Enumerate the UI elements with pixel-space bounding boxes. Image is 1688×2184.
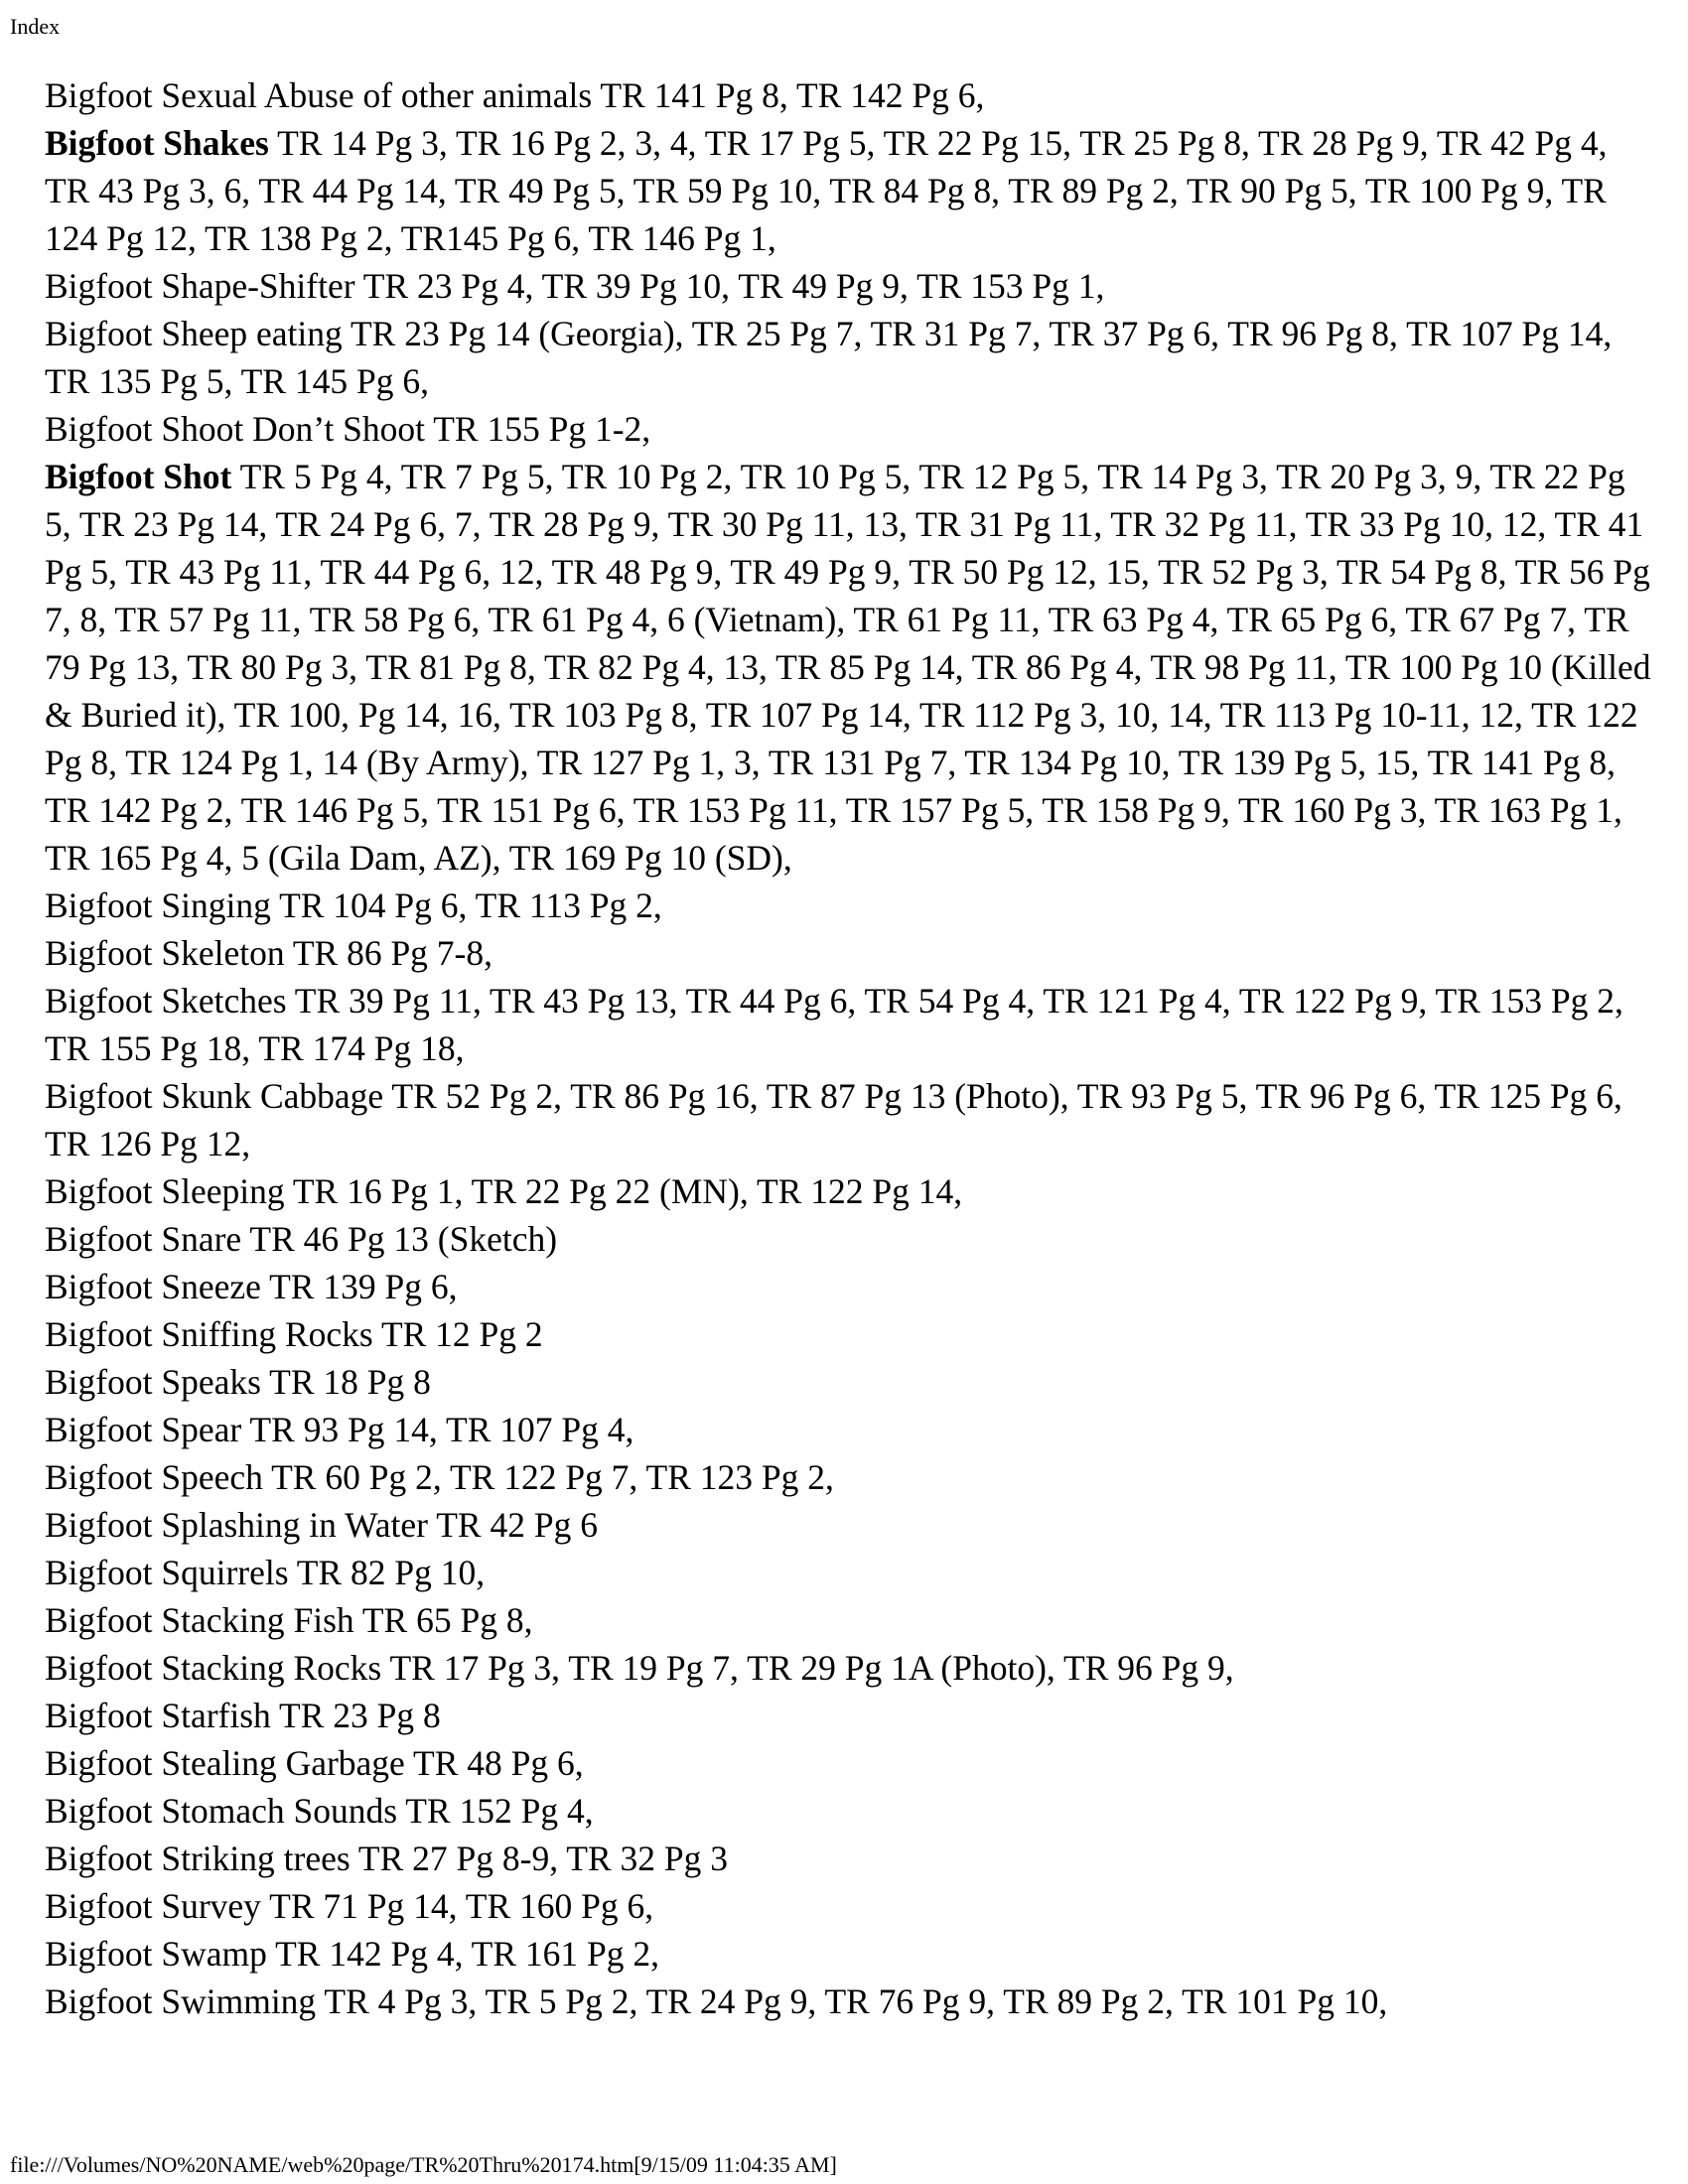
index-references: TR 23 Pg 4, TR 39 Pg 10, TR 49 Pg 9, TR 153 Pg 1, (362, 266, 1105, 306)
index-entry (45, 977, 1658, 1072)
index-references: TR 14 Pg 3, TR 16 Pg 2, 3, 4, TR 17 Pg 5, TR 22 Pg 15, TR 25 Pg 8, TR 28 Pg 9, TR 42 Pg 4, TR 43 Pg 3, 6, TR 44 Pg 14, TR 49 Pg 5, TR 59 Pg 10, TR 84 Pg 8, TR 89 Pg 2, TR 90 Pg 5, TR 100 Pg 9, TR 124 Pg 12, TR 138 Pg 2, TR145 Pg 6, TR 146 Pg 1, (45, 123, 1608, 258)
index-entry (45, 1406, 1658, 1453)
index-references: TR 42 Pg 6 (436, 1505, 598, 1545)
index-term: Bigfoot Singing (45, 886, 271, 925)
index-references: TR 142 Pg 4, TR 161 Pg 2, (275, 1934, 660, 1974)
index-entry (45, 1549, 1658, 1596)
index-references: TR 139 Pg 6, (269, 1267, 458, 1306)
index-references: TR 52 Pg 2, TR 86 Pg 16, TR 87 Pg 13 (Photo), TR 93 Pg 5, TR 96 Pg 6, TR 125 Pg 6, TR 126 Pg 12, (45, 1076, 1622, 1163)
index-references: TR 71 Pg 14, TR 160 Pg 6, (269, 1886, 654, 1926)
index-references: TR 39 Pg 11, TR 43 Pg 13, TR 44 Pg 6, TR 54 Pg 4, TR 121 Pg 4, TR 122 Pg 9, TR 153 Pg 2, TR 155 Pg 18, TR 174 Pg 18, (45, 981, 1623, 1068)
index-term: Bigfoot Swamp (45, 1934, 267, 1974)
index-entry (45, 71, 1658, 119)
index-references: TR 104 Pg 6, TR 113 Pg 2, (279, 886, 662, 925)
index-entry (45, 1596, 1658, 1644)
index-entry (45, 1835, 1658, 1882)
index-entry (45, 1501, 1658, 1549)
index-list (45, 71, 1658, 2025)
index-term: Bigfoot Striking trees (45, 1839, 351, 1878)
index-entry (45, 1358, 1658, 1406)
index-references: TR 16 Pg 1, TR 22 Pg 22 (MN), TR 122 Pg 14, (292, 1171, 963, 1211)
index-term: Bigfoot Sketches (45, 981, 287, 1021)
index-references: TR 65 Pg 8, (361, 1600, 533, 1640)
index-entry (45, 405, 1658, 453)
index-entry (45, 1787, 1658, 1835)
index-entry (45, 262, 1658, 310)
index-term: Bigfoot Shoot Don’t Shoot (45, 409, 425, 449)
index-term: Bigfoot Swimming (45, 1981, 317, 2021)
index-entry (45, 882, 1658, 929)
index-references: TR 141 Pg 8, TR 142 Pg 6, (600, 75, 985, 115)
index-references: TR 93 Pg 14, TR 107 Pg 4, (249, 1410, 634, 1449)
index-term: Bigfoot Sexual Abuse of other animals (45, 75, 593, 115)
page-footer-source: file:///Volumes/NO%20NAME/web%20page/TR%20Thru%20174.htm[9/15/09 11:04:35 AM] (10, 2152, 837, 2177)
index-term: Bigfoot Stealing Garbage (45, 1743, 405, 1783)
index-entry (45, 1739, 1658, 1787)
index-term: Bigfoot Sheep eating (45, 314, 343, 353)
index-entry (45, 1310, 1658, 1358)
index-term: Bigfoot Shakes (45, 123, 269, 163)
index-references: TR 86 Pg 7-8, (292, 933, 493, 973)
index-references: TR 152 Pg 4, (405, 1791, 594, 1831)
index-references: TR 60 Pg 2, TR 122 Pg 7, TR 123 Pg 2, (271, 1457, 834, 1497)
index-references: TR 23 Pg 8 (279, 1696, 441, 1735)
index-entry (45, 453, 1658, 882)
index-references: TR 18 Pg 8 (269, 1362, 431, 1402)
index-references: TR 4 Pg 3, TR 5 Pg 2, TR 24 Pg 9, TR 76 Pg 9, TR 89 Pg 2, TR 101 Pg 10, (324, 1981, 1388, 2021)
index-entry (45, 1644, 1658, 1692)
index-entry (45, 1167, 1658, 1215)
index-term: Bigfoot Spear (45, 1410, 242, 1449)
index-entry (45, 310, 1658, 405)
index-entry (45, 929, 1658, 977)
index-term: Bigfoot Sniffing Rocks (45, 1314, 373, 1354)
index-term: Bigfoot Sleeping (45, 1171, 285, 1211)
index-references: TR 155 Pg 1-2, (433, 409, 651, 449)
index-term: Bigfoot Speaks (45, 1362, 261, 1402)
index-term: Bigfoot Sneeze (45, 1267, 261, 1306)
index-term: Bigfoot Shape-Shifter (45, 266, 355, 306)
index-term: Bigfoot Skeleton (45, 933, 285, 973)
index-term: Bigfoot Stacking Rocks (45, 1648, 382, 1688)
index-term: Bigfoot Stomach Sounds (45, 1791, 398, 1831)
index-references: TR 27 Pg 8-9, TR 32 Pg 3 (357, 1839, 729, 1878)
index-entry (45, 1882, 1658, 1930)
index-entry (45, 1215, 1658, 1263)
index-references: TR 17 Pg 3, TR 19 Pg 7, TR 29 Pg 1A (Photo), TR 96 Pg 9, (389, 1648, 1234, 1688)
index-entry (45, 1263, 1658, 1310)
index-term: Bigfoot Stacking Fish (45, 1600, 354, 1640)
index-references: TR 5 Pg 4, TR 7 Pg 5, TR 10 Pg 2, TR 10 Pg 5, TR 12 Pg 5, TR 14 Pg 3, TR 20 Pg 3, 9, TR 22 Pg 5, TR 23 Pg 14, TR 24 Pg 6, 7, TR 28 Pg 9, TR 30 Pg 11, 13, TR 31 Pg 11, TR 32 Pg 11, TR 33 Pg 10, 12, TR 41 Pg 5, TR 43 Pg 11, TR 44 Pg 6, 12, TR 48 Pg 9, TR 49 Pg 9, TR 50 Pg 12, 15, TR 52 Pg 3, TR 54 Pg 8, TR 56 Pg 7, 8, TR 57 Pg 11, TR 58 Pg 6, TR 61 Pg 4, 6 (Vietnam), TR 61 Pg 11, TR 63 Pg 4, TR 65 Pg 6, TR 67 Pg 7, TR 79 Pg 13, TR 80 Pg 3, TR 81 Pg 8, TR 82 Pg 4, 13, TR 85 Pg 14, TR 86 Pg 4, TR 98 Pg 11, TR 100 Pg 10 (Killed & Buried it), TR 100, Pg 14, 16, TR 103 Pg 8, TR 107 Pg 14, TR 112 Pg 3, 10, 14, TR 113 Pg 10-11, 12, TR 122 Pg 8, TR 124 Pg 1, 14 (By Army), TR 127 Pg 1, 3, TR 131 Pg 7, TR 134 Pg 10, TR 139 Pg 5, 15, TR 141 Pg 8, TR 142 Pg 2, TR 146 Pg 5, TR 151 Pg 6, TR 153 Pg 11, TR 157 Pg 5, TR 158 Pg 9, TR 160 Pg 3, TR 163 Pg 1, TR 165 Pg 4, 5 (Gila Dam, AZ), TR 169 Pg 10 (SD), (45, 457, 1651, 878)
index-references: TR 46 Pg 13 (Sketch) (249, 1219, 558, 1259)
index-term: Bigfoot Squirrels (45, 1553, 289, 1592)
index-term: Bigfoot Survey (45, 1886, 261, 1926)
index-entry (45, 1692, 1658, 1739)
index-term: Bigfoot Splashing in Water (45, 1505, 428, 1545)
index-references: TR 48 Pg 6, (413, 1743, 584, 1783)
index-entry (45, 1453, 1658, 1501)
index-term: Bigfoot Starfish (45, 1696, 271, 1735)
page-header: Index (10, 14, 61, 39)
index-references: TR 12 Pg 2 (380, 1314, 543, 1354)
index-entry (45, 1978, 1658, 2025)
index-entry (45, 1930, 1658, 1978)
index-term: Bigfoot Snare (45, 1219, 242, 1259)
index-term: Bigfoot Speech (45, 1457, 263, 1497)
index-entry (45, 1072, 1658, 1167)
index-term: Bigfoot Skunk Cabbage (45, 1076, 384, 1116)
index-references: TR 82 Pg 10, (296, 1553, 486, 1592)
index-entry (45, 119, 1658, 262)
index-term: Bigfoot Shot (45, 457, 232, 496)
index-references: TR 23 Pg 14 (Georgia), TR 25 Pg 7, TR 31 Pg 7, TR 37 Pg 6, TR 96 Pg 8, TR 107 Pg 14, TR 135 Pg 5, TR 145 Pg 6, (45, 314, 1613, 401)
